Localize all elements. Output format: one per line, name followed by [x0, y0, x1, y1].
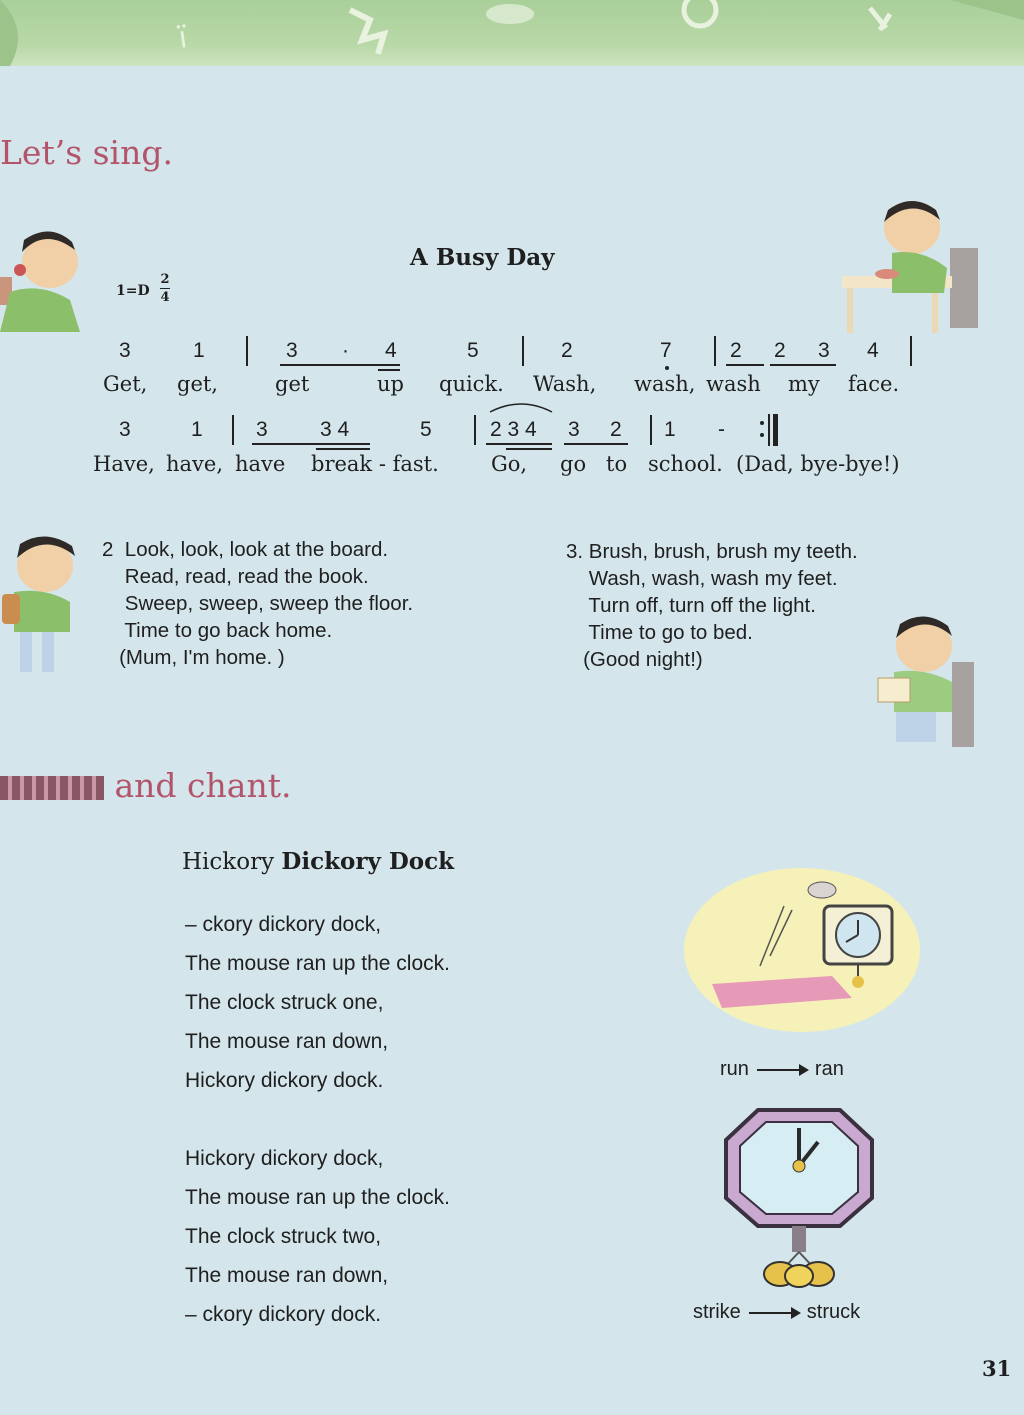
- top-banner: [0, 0, 1024, 66]
- note: 1: [191, 418, 203, 441]
- chant-line: The clock struck two,: [185, 1225, 382, 1248]
- chant-line: The clock struck one,: [185, 991, 384, 1014]
- note: 2: [561, 339, 573, 362]
- bar-line: [232, 415, 234, 445]
- lyric: (Dad, bye-bye!): [736, 452, 900, 476]
- listen-and-chant-heading: [0, 766, 291, 805]
- chant-title: [182, 848, 454, 875]
- beam: [770, 364, 836, 366]
- vocab-struck: struck: [806, 1301, 861, 1323]
- bar-line: [910, 336, 912, 366]
- verse-line: 2 Look, look, look at the board.: [102, 538, 389, 561]
- verse-line: 3. Brush, brush, brush my teeth.: [566, 540, 858, 563]
- note: 2 3 4: [490, 418, 537, 441]
- vocab-run: run: [720, 1058, 749, 1080]
- boy-reading-illustration: [872, 612, 982, 752]
- chant-stanza-1: [185, 905, 450, 1100]
- pendulum-clock-illustration: [720, 1106, 880, 1296]
- repeat-dot: [760, 421, 764, 425]
- note: 3 4: [320, 418, 350, 441]
- verse-line: Sweep, sweep, sweep the floor.: [102, 592, 414, 615]
- mouse-jumping-clock-illustration: [682, 866, 922, 1046]
- chant-line: The mouse ran up the clock.: [185, 1186, 450, 1209]
- bar-line: [522, 336, 524, 366]
- repeat-dot: [760, 433, 764, 437]
- verse-line: Wash, wash, wash my feet.: [566, 567, 838, 590]
- note: 1: [664, 418, 676, 441]
- chant-stanza-2: [185, 1139, 450, 1334]
- bar-line: [714, 336, 716, 366]
- time-signature-bottom: 4: [160, 290, 170, 305]
- beam: [280, 364, 400, 366]
- chant-title-light: Hickory: [182, 849, 275, 875]
- vocab-ran: ran: [814, 1058, 844, 1080]
- note: 4: [867, 339, 879, 362]
- note: 4: [385, 339, 397, 362]
- boy-at-breakfast-illustration: [832, 198, 992, 338]
- lyric: wash: [706, 372, 761, 396]
- note: -: [718, 418, 725, 441]
- verse-line: Read, read, read the book.: [102, 565, 369, 588]
- note: 7: [660, 339, 672, 362]
- octave-dot: [665, 366, 669, 370]
- verse-line: (Mum, I'm home. ): [102, 646, 285, 669]
- note: 2: [730, 339, 742, 362]
- chant-line: Hickory dickory dock.: [185, 1069, 384, 1092]
- arrow-right-icon: [757, 1069, 807, 1071]
- chant-line: The mouse ran down,: [185, 1030, 389, 1053]
- bar-line: [474, 415, 476, 445]
- note: 3: [256, 418, 268, 441]
- beam: [316, 448, 370, 450]
- lyric: Have,: [93, 452, 155, 476]
- boy-walking-illustration: [0, 532, 85, 674]
- note: 5: [467, 339, 479, 362]
- lyric: have,: [166, 452, 224, 476]
- beam: [506, 448, 552, 450]
- note: 2: [610, 418, 622, 441]
- verse-2: [102, 536, 413, 671]
- lyric: Get,: [103, 372, 148, 396]
- verse-line: Turn off, turn off the light.: [566, 594, 816, 617]
- chant-title-bold: Dickory Dock: [281, 848, 455, 875]
- vocab-run-ran: [720, 1058, 844, 1081]
- lyric: Go,: [491, 452, 528, 476]
- chant-line: Hickory dickory dock,: [185, 1147, 384, 1170]
- svg-text:ï: ï: [176, 20, 190, 56]
- arrow-right-icon: [749, 1312, 799, 1314]
- beam: [726, 364, 764, 366]
- lyric: to: [606, 452, 628, 476]
- lyric: go: [560, 452, 587, 476]
- beam: [564, 443, 628, 445]
- lyric: face.: [848, 372, 900, 396]
- slur-icon: [486, 400, 556, 414]
- lyric: get: [275, 372, 310, 396]
- bar-line: [246, 336, 248, 366]
- time-signature-top: 2: [160, 272, 170, 287]
- chant-line: The mouse ran down,: [185, 1264, 389, 1287]
- note: 3: [568, 418, 580, 441]
- note: 3: [119, 418, 131, 441]
- note: 2: [774, 339, 786, 362]
- beam: [378, 369, 400, 371]
- note: 3: [286, 339, 298, 362]
- banner-decoration-icon: [0, 0, 1024, 66]
- key-signature: 1=D: [116, 283, 150, 299]
- lyric: quick.: [439, 372, 504, 396]
- page-number: 31: [982, 1356, 1012, 1381]
- note: 3: [818, 339, 830, 362]
- verse-3: [566, 538, 858, 673]
- bar-line: [768, 414, 770, 446]
- beam: [486, 443, 552, 445]
- verse-line: (Good night!): [566, 648, 703, 671]
- obscured-word: [0, 776, 104, 800]
- vocab-strike: strike: [693, 1301, 741, 1323]
- note: 3: [119, 339, 131, 362]
- note: 1: [193, 339, 205, 362]
- lyric: get,: [177, 372, 218, 396]
- note-dot: ·: [342, 339, 349, 362]
- lyric: wash,: [634, 372, 696, 396]
- vocab-strike-struck: [693, 1301, 860, 1324]
- listen-and-chant-heading-text: and chant.: [114, 766, 292, 805]
- lyric: school.: [648, 452, 723, 476]
- chant-line: – ckory dickory dock,: [185, 913, 382, 936]
- verse-line: Time to go to bed.: [566, 621, 753, 644]
- lyric: Wash,: [533, 372, 597, 396]
- chant-line: The mouse ran up the clock.: [185, 952, 450, 975]
- lyric: have: [235, 452, 286, 476]
- time-signature: [160, 272, 170, 305]
- verse-line: Time to go back home.: [102, 619, 333, 642]
- lyric: up: [377, 372, 404, 396]
- lyric: break - fast.: [311, 452, 439, 476]
- bar-line: [650, 415, 652, 445]
- beam: [252, 443, 370, 445]
- lets-sing-heading: Let’s sing.: [0, 133, 173, 172]
- boy-eating-illustration: [0, 222, 95, 332]
- lyric: my: [788, 372, 820, 396]
- chant-line: – ckory dickory dock.: [185, 1303, 382, 1326]
- song-title: A Busy Day: [410, 244, 555, 271]
- note: 5: [420, 418, 432, 441]
- end-repeat-bar: [773, 414, 778, 446]
